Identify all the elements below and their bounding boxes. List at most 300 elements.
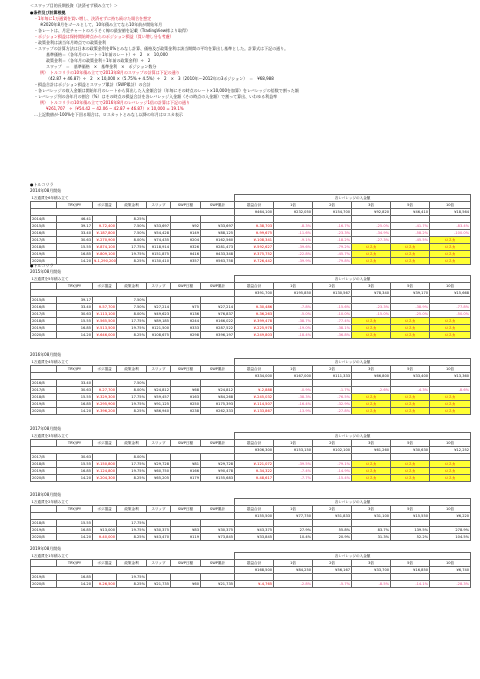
table-cell: 104.5% <box>430 534 471 541</box>
table-cell: 278.9% <box>430 527 471 534</box>
table-cell: ¥-30,486 <box>235 304 274 311</box>
table-row <box>31 408 471 415</box>
column-header: SWP日額 <box>171 366 201 373</box>
table-cell <box>93 297 117 304</box>
table-cell: ¥155,683 <box>201 475 235 482</box>
table-cell: -39.9% <box>274 258 313 265</box>
table-cell: 15.55 <box>57 461 93 468</box>
table-cell: ¥27,214 <box>201 304 235 311</box>
table-cell <box>430 380 471 387</box>
column-header: 10倍 <box>430 366 471 373</box>
leverage-amount: ¥15,668 <box>430 290 471 297</box>
start-date-label: 2014年08月開始 <box>30 188 62 193</box>
column-header: 1倍 <box>274 440 313 447</box>
table-cell: ¥13,000 <box>93 527 117 534</box>
condition-line: 政策金利＝（各年月の政策金利＋1年前の政策金利）÷ 2 <box>46 58 151 63</box>
table-cell: ¥-809,100 <box>93 251 117 258</box>
column-header: 損益合計 <box>235 283 274 290</box>
table-cell: 2014/8 <box>31 216 57 223</box>
table-cell: ¥-150,800 <box>93 461 117 468</box>
table-cell: 2020/8 <box>31 332 57 339</box>
table-cell <box>430 454 471 461</box>
table-cell: ¥-399,478 <box>235 318 274 325</box>
table-cell: -11.6% <box>274 230 313 237</box>
table-cell <box>391 216 430 223</box>
column-header: 10倍 <box>430 202 471 209</box>
condition-line: ・レバレッジ列の各年月の割合（%）はその時点の損益合計を各レバレッジ入金額（その時点の入金額）で割って算出、いわゆる利益率 <box>34 94 278 99</box>
table-row <box>31 527 471 534</box>
table-cell: ¥175,393 <box>201 401 235 408</box>
condition-line: （42.87 + 46.87）÷ 2 × 10,000 ×（5.75% + 4.5%）÷ 2 × 3（2010年〜2012年の3ポジション） ＝ ¥68,988 <box>46 76 274 81</box>
table-cell: ¥136 <box>171 311 201 318</box>
table-cell: ¥33,845 <box>235 534 274 541</box>
table-cell: 7.50% <box>117 230 147 237</box>
table-cell <box>201 216 235 223</box>
column-header: SWP累計 <box>201 366 235 373</box>
table-cell: ¥-4,765 <box>235 581 274 588</box>
table-cell: ¥262,333 <box>201 408 235 415</box>
table-cell: ¥-133,867 <box>235 408 274 415</box>
condition-line: ・スワップの計算方法は日本の政策金利を0%とみなし計算、価格及び政策金利は該当期間の平均を算出し基準とした。計算式は下記の通り。 <box>34 46 289 51</box>
column-header: 損益合計 <box>235 560 274 567</box>
column-header: 3倍 <box>352 560 391 567</box>
table-cell: ¥-34,322 <box>235 468 274 475</box>
table-cell: -14.9% <box>313 468 352 475</box>
table-cell: ¥-27,700 <box>93 387 117 394</box>
table-cell: ロスカ <box>391 408 430 415</box>
table-cell: -18.4% <box>274 332 313 339</box>
column-header: 政策金利 <box>117 366 147 373</box>
table-cell: ¥29,728 <box>147 461 171 468</box>
amount-row-blank <box>31 290 235 297</box>
leverage-amount: ¥39,170 <box>391 290 430 297</box>
table-cell: 14.20 <box>57 534 93 541</box>
leverage-amount: ¥16,850 <box>391 567 430 574</box>
table-cell: 30.63 <box>57 454 93 461</box>
column-header: 1倍 <box>274 560 313 567</box>
column-header: 10倍 <box>430 283 471 290</box>
table-cell <box>274 520 313 527</box>
column-header: 3倍 <box>352 440 391 447</box>
table-cell <box>235 520 274 527</box>
table-cell: 2020/8 <box>31 534 57 541</box>
table-cell <box>430 297 471 304</box>
table-cell: -34.9% <box>352 230 391 237</box>
leverage-amount: ¥130,567 <box>313 290 352 297</box>
leverage-amount: ¥30,630 <box>391 447 430 454</box>
table-cell: ロスカ <box>391 332 430 339</box>
amount-row-blank <box>31 209 235 216</box>
table-cell: -27.8% <box>313 408 352 415</box>
table-cell: 52.2% <box>391 534 430 541</box>
table-cell: ¥75 <box>171 304 201 311</box>
simulation-block <box>30 352 470 415</box>
table-cell: -15.0% <box>352 311 391 318</box>
table-cell: 2018/8 <box>31 244 57 251</box>
condition-line: ・1年毎に1万通貨を買い増し、決済せずに持ち続けた場合を想定 <box>34 16 152 21</box>
table-cell <box>352 380 391 387</box>
table-cell: ¥-396,200 <box>93 408 117 415</box>
table-cell <box>352 520 391 527</box>
table-row <box>31 454 471 461</box>
amount-row-blank <box>31 567 235 574</box>
condition-line: スワップ ＝ 基準価格 × 基準金利 × ポジション数分 <box>46 64 157 69</box>
leverage-header: 各レバレッジの入金額 <box>235 433 471 440</box>
table-cell: 2020/8 <box>31 258 57 265</box>
simulation-table <box>30 194 471 265</box>
leverage-amount: ¥18,564 <box>430 209 471 216</box>
table-cell: 8.25% <box>117 534 147 541</box>
table-row <box>31 401 471 408</box>
amount-row-blank <box>31 513 235 520</box>
table-cell <box>171 574 201 581</box>
table-cell: -19.0% <box>274 325 313 332</box>
header-blank <box>31 506 57 513</box>
table-cell: ¥130,410 <box>147 258 171 265</box>
column-header: 2倍 <box>313 202 352 209</box>
simulation-block <box>30 426 470 482</box>
table-cell: ¥-726,442 <box>235 258 274 265</box>
table-cell <box>147 520 171 527</box>
table-cell: ロスカ <box>391 318 430 325</box>
column-header: ポジ損益 <box>93 440 117 447</box>
table-cell: ¥563,758 <box>201 258 235 265</box>
table-cell: ¥29,728 <box>201 461 235 468</box>
condition-line: 基準価格＝（各年月のレート＋1年前のレート）÷ 2 × 10,000 <box>46 52 168 57</box>
table-cell: ¥151,875 <box>147 251 171 258</box>
table-cell: ロスカ <box>352 251 391 258</box>
table-cell: ロスカ <box>430 394 471 401</box>
table-cell: ¥33,697 <box>147 223 171 230</box>
table-cell: 8.25% <box>117 332 147 339</box>
table-cell: -7.4% <box>274 468 313 475</box>
table-cell: ¥-565,500 <box>93 318 117 325</box>
condition-line: ●条件及び計算根拠 <box>30 10 66 15</box>
table-cell: -79.2% <box>313 244 352 251</box>
table-cell: ¥166,022 <box>201 318 235 325</box>
leverage-amount: ¥155,500 <box>235 513 274 520</box>
table-row <box>31 332 471 339</box>
table-cell <box>93 574 117 581</box>
leverage-amount: ¥15,550 <box>391 513 430 520</box>
table-cell: ¥-187,800 <box>93 230 117 237</box>
column-header: 5倍 <box>391 283 430 290</box>
table-row <box>31 574 471 581</box>
table-cell: 19.75% <box>117 527 147 534</box>
table-cell: 2020/8 <box>31 475 57 482</box>
column-header: 5倍 <box>391 366 430 373</box>
condition-line: ・各レートは、月足チャートのろうそく線の最安値を記載（TradingView様より取得） <box>34 28 191 33</box>
table-row <box>31 223 471 230</box>
table-cell: ¥24,812 <box>147 387 171 394</box>
table-cell: ¥-124,800 <box>93 468 117 475</box>
table-cell: 2018/8 <box>31 394 57 401</box>
leverage-amount: ¥13,360 <box>430 373 471 380</box>
table-cell: 2017/8 <box>31 387 57 394</box>
table-cell <box>171 520 201 527</box>
table-cell: ¥416 <box>171 251 201 258</box>
table-cell: 2020/8 <box>31 408 57 415</box>
table-cell: ¥238 <box>171 408 201 415</box>
table-cell: 2017/8 <box>31 454 57 461</box>
table-cell: 16.85 <box>57 251 93 258</box>
table-cell <box>93 380 117 387</box>
table-cell <box>313 574 352 581</box>
table-cell: ¥-295,900 <box>93 401 117 408</box>
table-cell: 8.25% <box>117 581 147 588</box>
table-cell: 19.75% <box>117 468 147 475</box>
table-cell <box>235 297 274 304</box>
table-cell <box>274 216 313 223</box>
table-cell: ロスカ <box>391 394 430 401</box>
table-cell: 2017/8 <box>31 311 57 318</box>
table-cell: 15.55 <box>57 520 93 527</box>
table-cell: -45.7% <box>313 251 352 258</box>
table-cell: 2019/8 <box>31 574 57 581</box>
column-header: SWP日額 <box>171 506 201 513</box>
table-cell: ロスカ <box>430 251 471 258</box>
header-blank <box>31 440 57 447</box>
leverage-amount: ¥6,220 <box>430 513 471 520</box>
table-cell: ロスカ <box>391 401 430 408</box>
table-cell: 2019/8 <box>31 251 57 258</box>
table-cell: -8.5% <box>352 581 391 588</box>
leverage-header: 各レバレッジの入金額 <box>235 195 471 202</box>
table-cell: -16.4% <box>274 401 313 408</box>
table-cell: -32.9% <box>313 401 352 408</box>
table-cell: -9.1% <box>274 237 313 244</box>
column-header: 2倍 <box>313 283 352 290</box>
leverage-amount: ¥77,750 <box>274 513 313 520</box>
leverage-amount: ¥46,410 <box>391 209 430 216</box>
table-row <box>31 461 471 468</box>
table-cell: -45.5% <box>391 237 430 244</box>
table-cell: 15.55 <box>57 394 93 401</box>
table-cell: ロスカ <box>352 258 391 265</box>
table-cell: -50.0% <box>430 311 471 318</box>
table-cell: -8.6% <box>430 387 471 394</box>
table-cell: 2015/8 <box>31 223 57 230</box>
column-header: 1倍 <box>274 366 313 373</box>
table-cell: ¥179 <box>171 475 201 482</box>
table-cell: ¥24,812 <box>201 387 235 394</box>
table-cell <box>201 454 235 461</box>
start-date-label: 2017年08月開始 <box>30 426 62 431</box>
table-cell: ¥-249,803 <box>235 332 274 339</box>
table-cell: ロスカ <box>352 475 391 482</box>
table-cell: ¥-245,032 <box>235 394 274 401</box>
table-cell: ¥-99,675 <box>235 230 274 237</box>
leverage-amount: ¥6,740 <box>430 567 471 574</box>
leverage-header: 各レバレッジの入金額 <box>235 553 471 560</box>
table-cell: 83.7% <box>352 527 391 534</box>
table-cell: -16.7% <box>313 223 352 230</box>
table-cell: ¥357 <box>171 258 201 265</box>
table-cell: 2015/8 <box>31 297 57 304</box>
table-cell: ¥73,845 <box>201 534 235 541</box>
simulation-block <box>30 182 470 265</box>
table-cell: -2.6% <box>352 387 391 394</box>
table-cell: ¥65,205 <box>147 475 171 482</box>
table-cell: ¥92 <box>171 223 201 230</box>
table-cell: ロスカ <box>352 468 391 475</box>
table-cell <box>430 520 471 527</box>
table-cell: ¥-1,290,200 <box>94 259 116 263</box>
table-cell: 17.75% <box>117 520 147 527</box>
table-cell: ロスカ <box>352 332 391 339</box>
table-cell <box>235 380 274 387</box>
table-cell: -0.9% <box>274 387 313 394</box>
column-header: 5倍 <box>391 506 430 513</box>
header-blank <box>31 560 57 567</box>
page-header: ＜スワップ目的長期投資（決済せず積み立て）＞ <box>30 3 118 8</box>
table-cell: ¥84,268 <box>201 394 235 401</box>
table-cell: ¥108,675 <box>147 332 171 339</box>
table-cell: ¥68 <box>171 387 201 394</box>
start-date-label: 2019年08月開始 <box>30 546 62 551</box>
table-cell: ¥-36,263 <box>235 311 274 318</box>
table-row <box>31 237 471 244</box>
leverage-amount: ¥31,100 <box>352 513 391 520</box>
table-cell: -5.0% <box>274 311 313 318</box>
table-cell: 2018/8 <box>31 520 57 527</box>
table-cell: 7.50% <box>117 223 147 230</box>
table-cell: 30.63 <box>57 311 93 318</box>
column-header: 5倍 <box>391 560 430 567</box>
table-cell <box>93 520 117 527</box>
table-cell: -25.0% <box>391 311 430 318</box>
table-cell: ¥298 <box>171 332 201 339</box>
simulation-table <box>30 358 471 415</box>
table-cell: 7.50% <box>117 297 147 304</box>
table-cell: 2019/8 <box>31 325 57 332</box>
table-row <box>31 380 471 387</box>
table-cell: ¥76,837 <box>201 311 235 318</box>
table-cell: 20.9% <box>313 534 352 541</box>
table-cell: -27.3% <box>352 237 391 244</box>
table-cell <box>313 380 352 387</box>
table-cell: -79.1% <box>313 461 352 468</box>
table-cell: 2019/8 <box>31 527 57 534</box>
column-header: 2倍 <box>313 366 352 373</box>
table-cell: ¥59,457 <box>147 394 171 401</box>
condition-line: 例） トルコリラの10年積み立てで2016年8月のレバレッジ1倍の計算は下記の通り <box>40 100 191 105</box>
table-cell: 16.85 <box>57 574 93 581</box>
table-cell: ¥-26,500 <box>93 581 117 588</box>
table-cell: 8.00% <box>117 311 147 318</box>
table-cell: -23.3% <box>313 230 352 237</box>
leverage-header: 各レバレッジの入金額 <box>235 276 471 283</box>
column-header: 10倍 <box>430 506 471 513</box>
table-cell: 33.40 <box>57 380 93 387</box>
column-header: 損益合計 <box>235 202 274 209</box>
table-cell <box>147 216 171 223</box>
table-cell: 19.75% <box>117 251 147 258</box>
table-cell: -18.2% <box>313 237 352 244</box>
simulation-table <box>30 432 471 482</box>
table-cell: 33.40 <box>57 304 93 311</box>
table-cell: ¥-38,703 <box>235 223 274 230</box>
table-cell: ロスカ <box>352 461 391 468</box>
table-cell <box>352 297 391 304</box>
table-cell: ¥-874,100 <box>93 244 117 251</box>
column-header: スワップ <box>147 440 171 447</box>
table-cell: -15.4% <box>313 475 352 482</box>
simulation-block <box>30 492 470 541</box>
table-cell <box>313 297 352 304</box>
table-row <box>31 304 471 311</box>
table-cell <box>171 297 201 304</box>
header-blank <box>31 283 57 290</box>
table-cell: -38.3% <box>274 394 313 401</box>
condition-line: ・損益合計はポジション損益とスワップ累計（SWP累計）の合計 <box>34 82 151 87</box>
start-date-label: 2016年08月開始 <box>30 352 62 357</box>
table-cell: 8.00% <box>117 387 147 394</box>
column-header: 1倍 <box>274 202 313 209</box>
table-cell: 7.50% <box>117 304 147 311</box>
table-cell: ¥-121,072 <box>235 461 274 468</box>
table-cell: ¥21,735 <box>147 581 171 588</box>
leverage-amount: ¥464,100 <box>235 209 274 216</box>
table-cell: 17.75% <box>117 244 147 251</box>
table-cell: ロスカ <box>391 468 430 475</box>
table-cell: ロスカ <box>430 325 471 332</box>
table-cell <box>201 380 235 387</box>
table-cell: ¥433,348 <box>201 251 235 258</box>
table-cell: -23.3% <box>352 304 391 311</box>
table-row <box>31 394 471 401</box>
table-cell: 33.40 <box>57 230 93 237</box>
table-cell: ¥-592,627 <box>235 244 274 251</box>
table-cell: ¥-646,000 <box>93 332 117 339</box>
leverage-amount: ¥66,800 <box>352 373 391 380</box>
table-cell: ¥163 <box>171 394 201 401</box>
condition-line: ¥261,707 ÷（¥54.42 − 42.06 − 42.87 + 46.87）× 10,000 = 19.1% <box>46 106 184 111</box>
leverage-amount: ¥154,700 <box>313 209 352 216</box>
leverage-amount: ¥167,000 <box>274 373 313 380</box>
column-header: スワップ <box>147 202 171 209</box>
column-header: 3倍 <box>352 283 391 290</box>
table-cell: ¥83 <box>171 527 201 534</box>
table-cell: 8.00% <box>117 454 147 461</box>
table-row <box>31 387 471 394</box>
column-header: 政策金利 <box>117 506 147 513</box>
table-cell: ロスカ <box>391 325 430 332</box>
leverage-amount: ¥195,850 <box>274 290 313 297</box>
leverage-amount: ¥51,833 <box>313 513 352 520</box>
table-cell: ¥74,435 <box>147 237 171 244</box>
table-cell: ¥166 <box>171 468 201 475</box>
amount-row-blank <box>31 373 235 380</box>
table-cell <box>93 454 117 461</box>
table-cell: 30.63 <box>57 387 93 394</box>
leverage-header: 各レバレッジの入金額 <box>235 499 471 506</box>
table-cell: 14.20 <box>57 581 93 588</box>
table-cell <box>391 454 430 461</box>
table-cell: -36.8% <box>313 332 352 339</box>
table-cell: 14.20 <box>57 258 93 265</box>
table-cell: ロスカ <box>430 332 471 339</box>
column-header: スワップ <box>147 560 171 567</box>
leverage-amount: ¥334,000 <box>235 373 274 380</box>
simulation-table <box>30 275 471 339</box>
table-cell: 16.85 <box>57 527 93 534</box>
table-cell <box>171 380 201 387</box>
table-cell: 15.55 <box>57 244 93 251</box>
table-cell: 8.25% <box>117 216 147 223</box>
column-header: ポジ損益 <box>93 283 117 290</box>
table-cell: ロスカ <box>430 258 471 265</box>
